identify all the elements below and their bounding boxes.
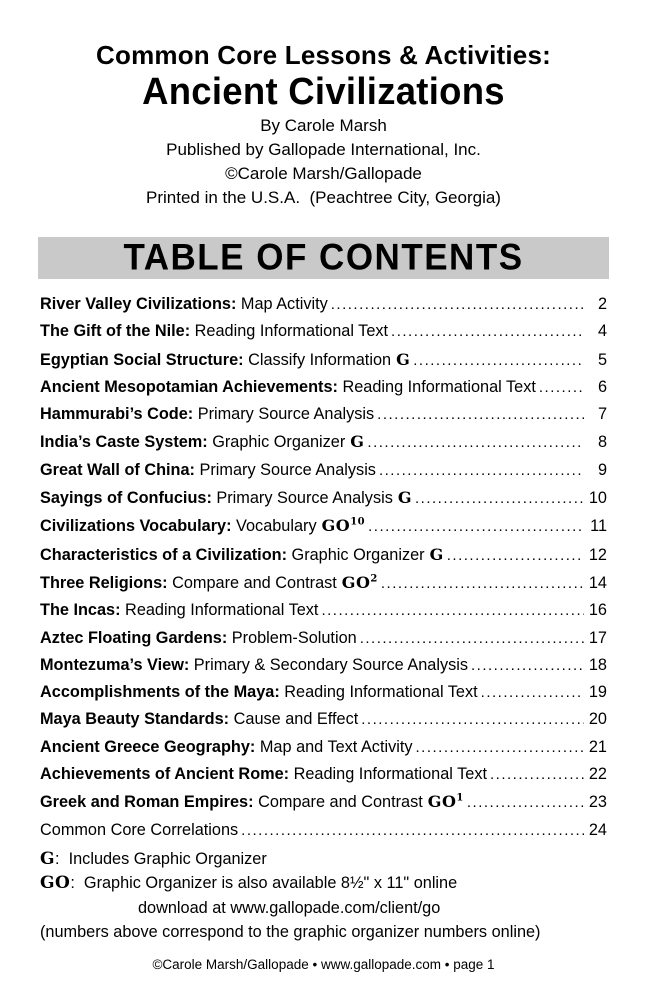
toc-page-number: 16 bbox=[588, 601, 607, 620]
toc-entry-text bbox=[40, 428, 364, 456]
toc-entry-title: The Gift of the Nile: bbox=[40, 322, 191, 341]
toc-page-number: 20 bbox=[588, 710, 607, 729]
toc-entry bbox=[40, 401, 607, 428]
graphic-organizer-marker-number: 2 bbox=[370, 573, 378, 585]
toc-entry-title: Maya Beauty Standards: bbox=[40, 710, 230, 729]
toc-entry bbox=[40, 541, 607, 569]
toc-entry-subtitle: Cause and Effect bbox=[229, 710, 359, 729]
toc-entry bbox=[40, 346, 607, 374]
toc-entry-title: Ancient Greece Geography: bbox=[40, 737, 256, 756]
toc-entry bbox=[40, 734, 607, 761]
toc-entry-subtitle: Primary & Secondary Source Analysis bbox=[189, 655, 468, 674]
dot-leader bbox=[361, 706, 584, 733]
toc-entry-text bbox=[40, 569, 378, 597]
toc-page-number: 22 bbox=[588, 765, 607, 784]
dot-leader bbox=[467, 789, 584, 816]
toc-entry-subtitle: Compare and Contrast bbox=[253, 793, 423, 812]
toc-page-number: 2 bbox=[597, 295, 607, 313]
legend-download-line: download at www.gallopade.com/client/go bbox=[138, 898, 441, 917]
toc-page-number: 9 bbox=[597, 460, 607, 479]
page-footer: ©Carole Marsh/Gallopade • www.gallopade.com • page 1 bbox=[152, 957, 495, 972]
toc-entry bbox=[40, 817, 607, 844]
dot-leader bbox=[447, 542, 584, 569]
toc-entry bbox=[40, 318, 607, 345]
toc-page-number: 11 bbox=[590, 517, 607, 536]
toc-entry-title: Three Religions: bbox=[40, 573, 168, 592]
toc-entry-text bbox=[40, 761, 487, 788]
toc-entry-text bbox=[40, 706, 358, 733]
dot-leader bbox=[360, 625, 584, 652]
g-marker: G bbox=[40, 848, 56, 869]
toc-entry-subtitle: Classify Information bbox=[243, 350, 392, 369]
toc-entry-subtitle: Reading Informational Text bbox=[190, 322, 389, 341]
toc-entry-subtitle: Map Activity bbox=[236, 295, 328, 313]
dot-leader bbox=[381, 570, 584, 597]
toc-entry bbox=[40, 569, 607, 597]
toc-entry-title: Sayings of Confucius: bbox=[40, 489, 212, 508]
toc-entry-subtitle: Reading Informational Text bbox=[337, 377, 536, 396]
toc-entry-title: Achievements of Ancient Rome: bbox=[40, 765, 290, 784]
toc-entry-title: Ancient Mesopotamian Achievements: bbox=[40, 377, 338, 396]
toc-page-number: 23 bbox=[588, 793, 607, 812]
toc-page-number: 7 bbox=[597, 405, 607, 424]
toc-entry bbox=[40, 374, 607, 401]
toc-page-number: 14 bbox=[588, 573, 607, 592]
toc-entry-subtitle: Reading Informational Text bbox=[120, 601, 319, 620]
toc-entry-title: Characteristics of a Civilization: bbox=[40, 545, 288, 564]
publisher-line: Published by Gallopade International, Inc. bbox=[166, 140, 481, 159]
dot-leader bbox=[321, 597, 584, 624]
graphic-organizer-marker: G bbox=[397, 488, 413, 508]
legend-go-text: : Graphic Organizer is also available 8½" x 11" online bbox=[70, 874, 458, 893]
legend-go-line bbox=[40, 871, 607, 896]
title-block bbox=[0, 40, 647, 210]
toc-entry-subtitle: Graphic Organizer bbox=[207, 433, 346, 452]
legend-g-text: : Includes Graphic Organizer bbox=[55, 849, 267, 868]
toc-entry-text bbox=[40, 484, 412, 512]
toc-entry-title: Aztec Floating Gardens: bbox=[40, 628, 228, 647]
toc-list bbox=[40, 291, 607, 844]
toc-page-number: 18 bbox=[588, 655, 607, 674]
toc-page-number: 21 bbox=[588, 737, 607, 756]
toc-page-number: 17 bbox=[588, 628, 607, 647]
toc-entry-subtitle: Compare and Contrast bbox=[167, 573, 337, 592]
graphic-organizer-marker: G bbox=[396, 349, 411, 369]
dot-leader bbox=[413, 347, 584, 374]
toc-entry-text bbox=[40, 679, 478, 706]
toc-entry-title: Accomplishments of the Maya: bbox=[40, 683, 280, 702]
toc-entry-title: The Incas: bbox=[40, 601, 121, 620]
toc-page-number: 19 bbox=[588, 683, 607, 702]
dot-leader bbox=[379, 457, 584, 484]
toc-entry-text bbox=[40, 817, 238, 844]
toc-page-number: 4 bbox=[597, 322, 607, 341]
go-marker: GO bbox=[40, 873, 71, 894]
dot-leader bbox=[367, 429, 584, 456]
toc-entry-text bbox=[40, 457, 376, 484]
dot-leader bbox=[241, 817, 584, 844]
toc-page-number: 8 bbox=[597, 433, 607, 452]
dot-leader bbox=[471, 652, 584, 679]
toc-entry bbox=[40, 597, 607, 624]
toc-entry bbox=[40, 484, 607, 512]
toc-banner bbox=[38, 237, 609, 279]
series-title: Common Core Lessons & Activities: bbox=[96, 40, 551, 70]
toc-entry bbox=[40, 788, 607, 816]
toc-entry bbox=[40, 512, 607, 540]
toc-entry-subtitle: Reading Informational Text bbox=[289, 765, 487, 784]
dot-leader bbox=[368, 513, 584, 540]
toc-entry-text bbox=[40, 597, 318, 624]
toc-entry-subtitle: Primary Source Analysis bbox=[193, 405, 375, 424]
toc-entry-title: Common Core Correlations bbox=[40, 820, 239, 839]
toc-page-number: 10 bbox=[588, 489, 607, 508]
printed-line: Printed in the U.S.A. (Peachtree City, Georgia) bbox=[146, 188, 501, 207]
toc-page-number: 6 bbox=[597, 377, 607, 396]
toc-page-number: 24 bbox=[588, 820, 607, 839]
dot-leader bbox=[377, 401, 584, 428]
toc-entry-title: Hammurabi’s Code: bbox=[40, 405, 194, 424]
toc-entry-subtitle: Primary Source Analysis bbox=[194, 460, 376, 479]
toc-entry-text bbox=[40, 318, 388, 345]
dot-leader bbox=[490, 761, 584, 788]
dot-leader bbox=[415, 485, 584, 512]
legend bbox=[40, 847, 607, 945]
legend-note-line: (numbers above correspond to the graphic organizer numbers online) bbox=[40, 923, 541, 942]
toc-entry-subtitle: Primary Source Analysis bbox=[211, 489, 393, 508]
toc-entry-text bbox=[40, 652, 468, 679]
toc-entry-text bbox=[40, 788, 464, 816]
toc-entry-title: Greek and Roman Empires: bbox=[40, 793, 254, 812]
copyright-line: ©Carole Marsh/Gallopade bbox=[225, 164, 422, 183]
toc-entry-title: Egyptian Social Structure: bbox=[40, 350, 244, 369]
toc-page-number: 12 bbox=[588, 545, 607, 564]
toc-entry-text bbox=[40, 734, 413, 761]
toc-entry-title: Montezuma’s View: bbox=[40, 655, 190, 674]
toc-entry-subtitle: Map and Text Activity bbox=[255, 737, 413, 756]
toc-entry-subtitle: Graphic Organizer bbox=[287, 545, 425, 564]
toc-entry-subtitle: Vocabulary bbox=[231, 517, 317, 536]
toc-entry-title: River Valley Civilizations: bbox=[40, 295, 237, 313]
toc-entry-subtitle: Reading Informational Text bbox=[279, 683, 478, 702]
toc-entry-text bbox=[40, 346, 410, 374]
toc-entry-title: India’s Caste System: bbox=[40, 433, 208, 452]
toc-entry bbox=[40, 679, 607, 706]
toc-page-number: 5 bbox=[597, 350, 607, 369]
graphic-organizer-marker: G bbox=[350, 432, 365, 452]
toc-entry-text bbox=[40, 625, 357, 652]
dot-leader bbox=[539, 374, 584, 401]
toc-entry bbox=[40, 428, 607, 456]
toc-entry-title: Great Wall of China: bbox=[40, 460, 195, 479]
toc-entry-text bbox=[40, 512, 365, 540]
graphic-organizer-marker: GO$^{10}$ bbox=[321, 516, 366, 536]
dot-leader bbox=[481, 679, 584, 706]
dot-leader bbox=[416, 734, 584, 761]
legend-g-line bbox=[40, 847, 607, 872]
book-title: Ancient Civilizations bbox=[142, 71, 505, 113]
graphic-organizer-marker: G bbox=[429, 544, 444, 564]
dot-leader bbox=[331, 291, 584, 318]
toc-entry bbox=[40, 761, 607, 788]
dot-leader bbox=[391, 318, 584, 345]
toc-entry bbox=[40, 652, 607, 679]
toc-entry-title: Civilizations Vocabulary: bbox=[40, 517, 232, 536]
byline: By Carole Marsh bbox=[260, 116, 387, 135]
toc-entry-text bbox=[40, 541, 444, 569]
toc-entry bbox=[40, 625, 607, 652]
toc-entry-subtitle: Problem-Solution bbox=[227, 628, 357, 647]
graphic-organizer-marker-number: 10 bbox=[350, 517, 366, 529]
toc-entry-text bbox=[40, 401, 374, 428]
graphic-organizer-marker: $GO^2$ bbox=[341, 572, 378, 592]
toc-entry bbox=[40, 291, 607, 318]
toc-entry bbox=[40, 457, 607, 484]
graphic-organizer-marker: $GO^1$ bbox=[427, 792, 464, 812]
toc-banner-title: TABLE OF CONTENTS bbox=[123, 237, 524, 278]
toc-entry-text bbox=[40, 374, 536, 401]
graphic-organizer-marker-number: 1 bbox=[456, 793, 464, 805]
toc-entry-text bbox=[40, 291, 328, 318]
toc-entry bbox=[40, 706, 607, 733]
